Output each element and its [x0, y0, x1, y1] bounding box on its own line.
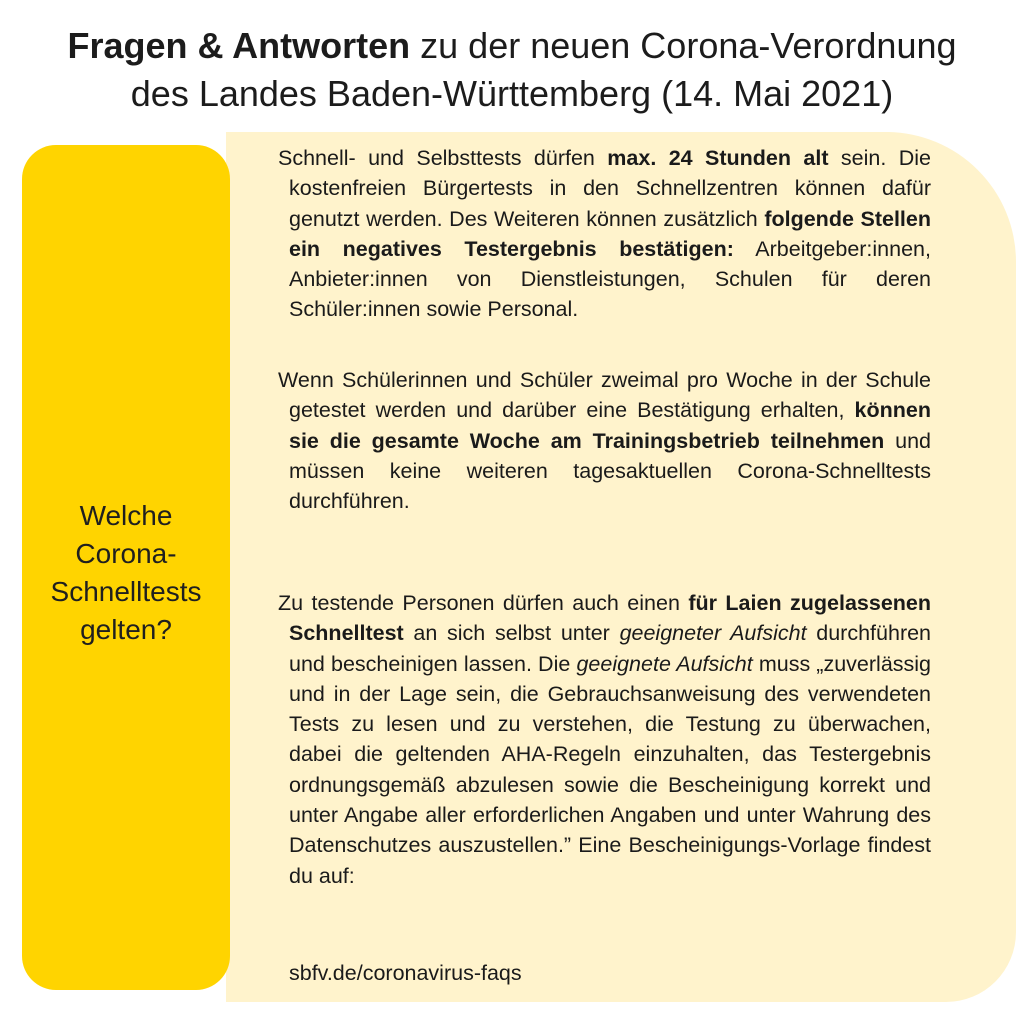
- p3-text-3: durchführen und bescheinigen lassen. Die: [289, 621, 932, 676]
- p2-bold-1: können sie die gesamte Woche am Trainingsbetrieb teilnehmen: [289, 398, 931, 453]
- title-bold: Fragen & Antworten: [67, 25, 411, 66]
- faq-link[interactable]: sbfv.de/coronavirus-faqs: [289, 961, 522, 985]
- question-box: [22, 145, 230, 990]
- p1-bold-2: folgende Stellen ein negatives Testergebnis bestätigen:: [289, 206, 931, 261]
- p2-text-2: und müssen keine weiteren tagesaktuellen Corona-Schnelltests durchführen.: [289, 428, 931, 514]
- answer-paragraph-3: [278, 588, 931, 891]
- question-line-3: Schnelltests: [50, 575, 202, 607]
- title-line2: des Landes Baden-Württemberg (14. Mai 2021): [130, 73, 894, 114]
- p3-text-1: Zu testende Personen dürfen auch einen: [278, 591, 689, 615]
- p3-text-2: an sich selbst unter: [403, 621, 620, 646]
- question-text: [51, 497, 202, 649]
- title-line1-rest: zu der neuen Corona-Verordnung: [410, 25, 957, 66]
- p2-text-1: Wenn Schülerinnen und Schüler zweimal pro Woche in der Schule getestet werden und darüber eine Bestätigung erhalten,: [278, 368, 931, 423]
- answer-paragraph-2: [278, 365, 931, 516]
- p1-text-2: sein. Die kostenfreien Bürgertests in den Schnellzentren können dafür genutzt werden. Des Weiteren können zusätzlich: [289, 146, 932, 231]
- p3-italic-1: geeigneter Aufsicht: [619, 621, 807, 646]
- question-line-2: Corona-: [75, 537, 177, 569]
- p3-bold-1: für Laien zugelassenen Schnelltest: [289, 591, 932, 646]
- question-line-1: Welche: [79, 499, 173, 531]
- p1-text-1: Schnell- und Selbsttests dürfen: [278, 146, 608, 170]
- p1-bold-1: max. 24 Stunden alt: [607, 146, 829, 170]
- p3-text-4: muss „zuverlässig und in der Lage sein, die Gebrauchsanweisung des verwendeten Tests zu lesen und zu verstehen, die Testung zu überwachen, dabei die geltenden AHA-Regeln einzuhalten, das Testergebnis ordnungsgemäß abzulesen sowie die Bescheinigung korrekt und unter Angabe aller erforderlichen Angaben und unter Wahrung des Datenschutzes auszustellen.” Eine Bescheinigungs-Vorlage findest du auf:: [289, 651, 932, 888]
- p1-text-3: Arbeitgeber:innen, Anbieter:innen von Dienstleistungen, Schulen für deren Schüler:innen sowie Personal.: [289, 236, 931, 322]
- question-line-4: gelten?: [80, 613, 172, 645]
- p3-italic-2: geeignete Aufsicht: [576, 651, 753, 676]
- answer-paragraph-1: [278, 143, 931, 325]
- page-title: [0, 22, 1024, 118]
